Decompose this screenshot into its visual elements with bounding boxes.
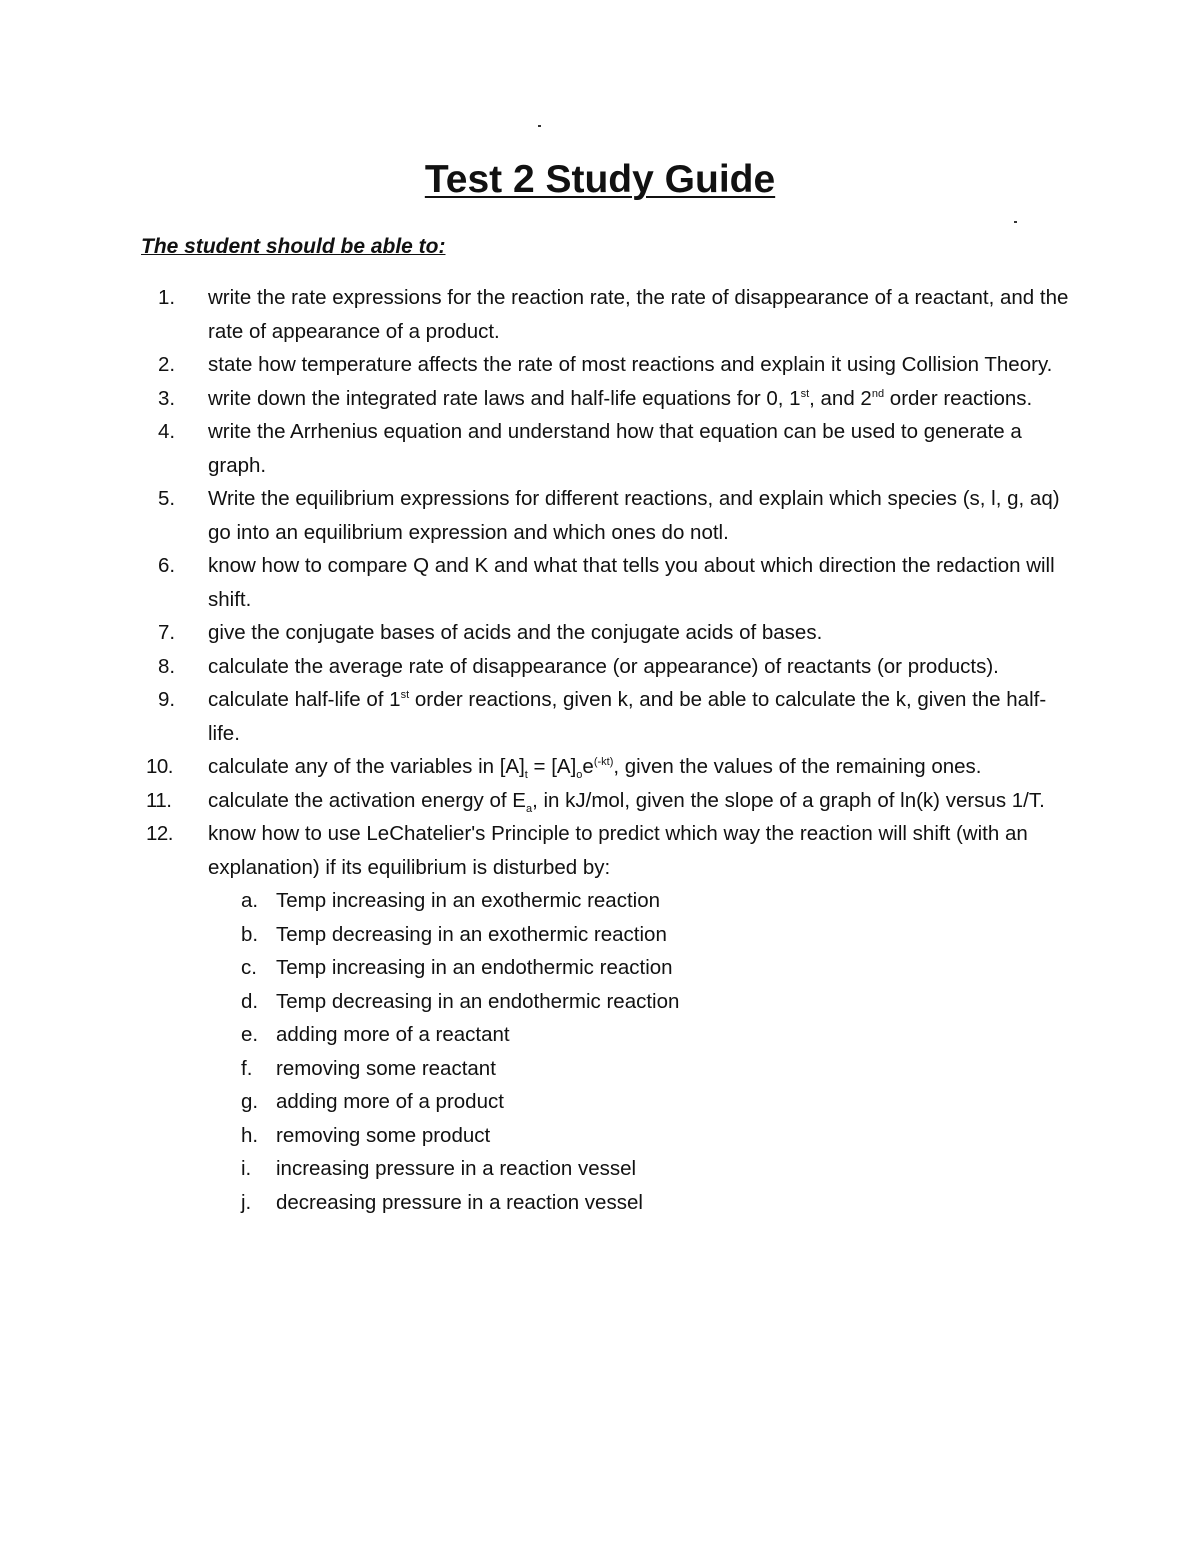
sub-list-item [0,1018,1200,1052]
sub-item-text: Temp increasing in an endothermic reaction [276,956,673,979]
list-item [0,616,1200,650]
text-run: calculate the activation energy of E [208,788,526,812]
item-number: 2. [158,353,176,376]
text-run: calculate any of the variables in [A] [208,755,525,778]
item-text [208,755,982,782]
text-run: know how to compare Q and K and what that tells you about which direction the redaction will shift. [208,554,1055,611]
sub-list-item [0,1152,1200,1186]
item-text [208,420,1022,477]
sub-item-letter: e. [241,1023,259,1046]
sub-item-letter: j. [241,1190,252,1214]
subscript: o [576,769,583,782]
item-text [208,487,1060,544]
sub-item-letter: h. [241,1123,259,1147]
objectives-list [0,281,1200,1219]
item-text [208,788,1045,815]
item-text [208,286,1068,343]
item-number: 6. [158,554,176,577]
scan-speck [1014,221,1017,223]
sub-item-text: adding more of a reactant [276,1023,510,1046]
text-run: order reactions, given k, and be able to calculate the k, given the half-life. [208,688,1047,745]
item-number: 1. [158,286,176,309]
sub-list-item [0,985,1200,1019]
text-run: , and 2 [809,386,872,410]
item-number: 9. [158,688,176,711]
text-run: write the Arrhenius equation and understand how that equation can be used to generate a graph. [208,420,1022,477]
sub-item-text: Temp decreasing in an exothermic reaction [276,922,667,946]
sub-list-item [0,1186,1200,1220]
superscript: st [400,689,410,702]
list-item [0,348,1200,382]
list-item [0,784,1200,818]
list-item [0,482,1200,549]
list-item [0,817,1200,884]
sub-item-letter: d. [241,989,259,1013]
item-text [208,554,1055,611]
item-number: 5. [158,487,176,510]
item-number: 10. [146,755,173,778]
list-item [0,650,1200,684]
sub-item-text: Temp increasing in an exothermic reaction [276,889,660,912]
list-item [0,382,1200,416]
item-text [208,387,1032,410]
disturbance-list [0,884,1200,1219]
item-number: 4. [158,420,176,443]
sub-item-letter: b. [241,922,259,946]
item-number: 12. [146,822,173,845]
sub-list-item [0,884,1200,918]
item-number: 7. [158,621,176,644]
text-run: state how temperature affects the rate of most reactions and explain it using Collision Theory. [208,353,1053,376]
section-heading: The student should be able to: [141,235,446,258]
sub-item-text: adding more of a product [276,1090,504,1113]
text-run: write the rate expressions for the reaction rate, the rate of disappearance of a reactant, and the rate of appearance of a product. [208,286,1069,343]
text-run: calculate the average rate of disappearance (or appearance) of reactants (or products). [208,654,999,678]
list-item [0,683,1200,750]
superscript: st [800,387,810,400]
subscript: t [524,769,528,782]
item-number: 11. [146,788,172,812]
text-run: , given the values of the remaining ones. [613,755,982,778]
text-run: give the conjugate bases of acids and the conjugate acids of bases. [208,621,823,644]
list-item [0,549,1200,616]
sub-list-item [0,1085,1200,1119]
sub-list-item [0,918,1200,952]
text-run: = [A] [527,755,577,778]
text-run: order reactions. [884,386,1033,410]
sub-item-letter: a. [241,889,259,912]
sub-item-text: removing some reactant [276,1056,496,1080]
list-item [0,415,1200,482]
superscript: (-kt) [593,756,614,769]
item-text [208,621,822,644]
item-text [208,655,999,678]
sub-item-text: decreasing pressure in a reaction vessel [276,1190,643,1214]
text-run: write down the integrated rate laws and half-life equations for 0, 1 [208,386,801,410]
sub-list-item [0,1052,1200,1086]
sub-item-letter: f. [241,1056,253,1080]
subscript: a [525,802,533,815]
item-text [208,688,1046,745]
sub-item-text: Temp decreasing in an endothermic reaction [276,989,680,1013]
text-run: Write the equilibrium expressions for different reactions, and explain which species (s, l, g, aq) go into an equilibrium expression and which ones do notl. [208,487,1060,544]
sub-list-item [0,951,1200,985]
list-item [0,750,1200,784]
sub-item-text: increasing pressure in a reaction vessel [276,1157,637,1180]
item-number: 3. [158,386,176,410]
sub-item-letter: g. [241,1090,259,1113]
item-number: 8. [158,654,176,678]
scan-speck [538,125,541,127]
list-item [0,281,1200,348]
sub-item-text: removing some product [276,1123,491,1147]
text-run: , in kJ/mol, given the slope of a graph of ln(k) versus 1/T. [532,788,1045,812]
item-text [208,822,1028,879]
sub-item-letter: i. [241,1157,252,1180]
superscript: nd [871,387,885,400]
sub-item-letter: c. [241,956,257,979]
text-run: e [582,755,594,778]
page-title: Test 2 Study Guide [424,158,776,201]
text-run: calculate half-life of 1 [208,688,401,711]
sub-list-item [0,1119,1200,1153]
item-text [208,353,1052,376]
text-run: know how to use LeChatelier's Principle to predict which way the reaction will shift (with an explanation) if its equilibrium is disturbed by: [208,822,1028,879]
